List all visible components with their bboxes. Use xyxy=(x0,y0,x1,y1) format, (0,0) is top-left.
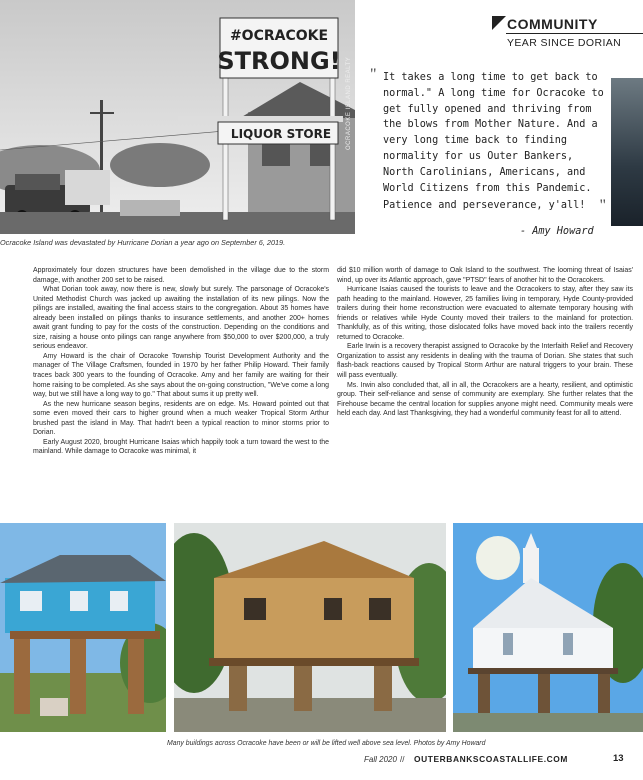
article-paragraph: As the new hurricane season begins, residents are on edge. Ms. Howard pointed out that some even moved their cars to higher ground when a much weaker Tropical Storm Arthur brushed past the island in May. That hadn't been a typical reaction to minor storms prior to Dorian. xyxy=(33,400,329,437)
sign-strong-text: STRONG! xyxy=(217,47,341,75)
footer-separator: // xyxy=(400,755,405,764)
footer-season: Fall 2020 xyxy=(364,755,397,764)
article-column-right xyxy=(337,266,633,419)
photo-credit: OCRACOKE ISLAND REALTY xyxy=(346,56,352,150)
article-paragraph: did $10 million worth of damage to Oak Island to the southwest. The looming threat of Isaias' wind, up over its Atlantic approach, gave "PTSD" fears of another hit to the Ocracokers. xyxy=(337,267,633,284)
footer-website: OUTERBANKSCOASTALLIFE.COM xyxy=(414,754,568,764)
pull-quote xyxy=(370,66,607,215)
pull-quote-text: It takes a long time to get back to normal." A long time for Ocracoke to get fully opened and thriving from the blows from Mother Nature. And a very long time back to finding normality for us Outer Bankers, North Carolinians, Americans, and World Citizens from this Pandemic. Patience and perseverance, y'all! xyxy=(383,72,604,212)
article-column-left xyxy=(33,266,329,457)
section-subtitle: YEAR SINCE DORIAN xyxy=(507,37,622,49)
bottom-photos-caption: Many buildings across Ocracoke have been or will be lifted well above sea level. Photos by Amy Howard xyxy=(167,740,486,747)
article-paragraph: Earle Irwin is a recovery therapist assigned to Ocracoke by the Interfaith Relief and Recovery Organization to assist any residents in dealing with the trauma of Dorian. She states that such flash-back reactions caused by Tropical Storm Arthur are natural triggers to your brain. These will pass eventually. xyxy=(337,343,633,380)
page-number: 13 xyxy=(613,753,624,764)
article-paragraph: Early August 2020, brought Hurricane Isaias which happily took a turn toward the west to the mainland. While damage to Ocracoke was minimal, it xyxy=(33,438,329,456)
edge-photo-fragment xyxy=(611,78,643,226)
photo-methodist-church-raised xyxy=(453,523,643,732)
article-paragraph: Ms. Irwin also concluded that, all in all, the Ocracokers are a hearty, resilient, and optimistic group. Their self-reliance and sense of community are exemplary. She further relates that the Firehouse became the central location for supplies anyone might need. Community meals were held each day. And last Thanksgiving, they had a wonderful community feast for all to attend. xyxy=(337,381,633,418)
header-rule xyxy=(506,33,643,34)
quote-author: - Amy Howard xyxy=(520,226,594,237)
close-quote-mark: " xyxy=(599,197,607,215)
sign-liquor-store-text: LIQUOR STORE xyxy=(230,127,332,141)
article-paragraph: Approximately four dozen structures have been demolished in the village due to the storm damage, with another 200 set to be raised. xyxy=(33,267,329,284)
sign-hashtag-text: #OCRACOKE xyxy=(229,28,329,44)
top-photo-liquor-store xyxy=(0,0,355,234)
open-quote-mark: " xyxy=(370,66,377,83)
article-paragraph: What Dorian took away, now there is new, slowly but surely. The parsonage of Ocracoke's United Methodist Church was jacked up awaiting the installation of its new pilings. Now the pilings are installed, awaiting the final access stairs to the congregation. About 35 homes have already been installed on pilings thanks to insurance settlements, and another 200+ homes await grant funding to pay for the costs of the construction. Depending on the conditions and size, raising a house onto pilings can range anywhere from $50,000 to over $200,000, a truly serious endeavor. xyxy=(33,286,329,351)
photo-house-on-cribbing xyxy=(174,523,446,732)
photo-blue-house-raised xyxy=(0,523,166,732)
top-photo-caption: Ocracoke Island was devastated by Hurricane Dorian a year ago on September 6, 2019. xyxy=(0,238,286,247)
article-paragraph: Amy Howard is the chair of Ocracoke Township Tourist Development Authority and the manager of The Village Craftsmen, founded in 1970 by her father Philip Howard. Their family traces back 300 years to the founding of Ocracoke. Amy and her family are waiting for their home raising to be completed. As she says about the on-going construction, "We've come a long way, but we still have a long way to go." That about sums it up pretty well. xyxy=(33,352,329,399)
article-paragraph: Hurricane Isaias caused the tourists to leave and the Ocracokers to stay, after they saw its path heading to the mainland. However, 25 families living in temporary, Hyde County-provided trailers during their home reconstruction were evacuated to alternate temporary housing with friends or relatives while Hyde County moved their trailers to the mainland for protection. Thankfully, as of this writing, those dislocated folks have moved back into the trailers recently returned to Ocracoke. xyxy=(337,286,633,341)
section-title: COMMUNITY xyxy=(507,16,598,32)
